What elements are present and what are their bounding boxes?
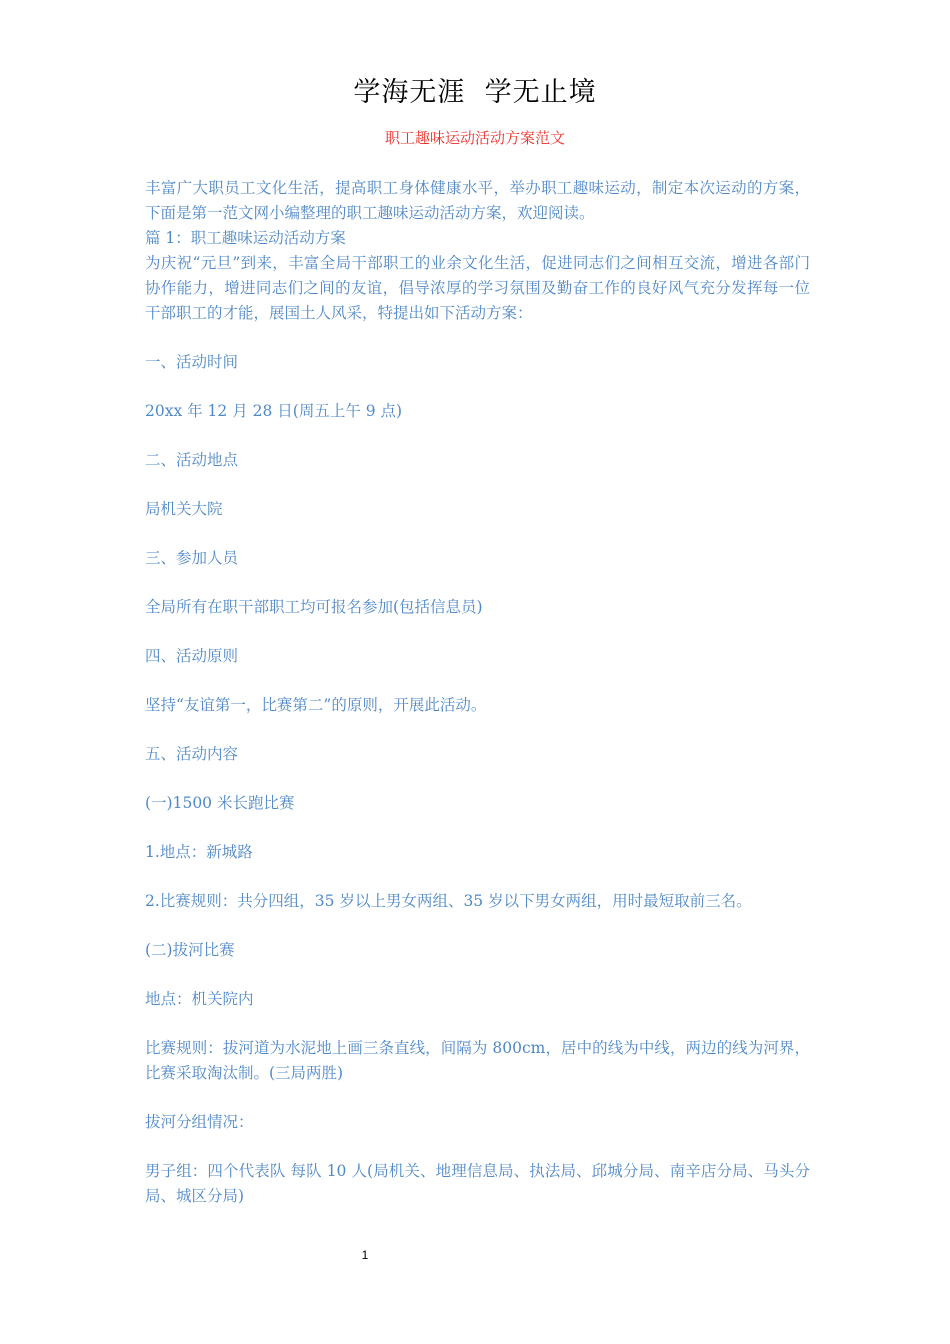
intro-paragraph: 丰富广大职员工文化生活，提高职工身体健康水平，举办职工趣味运动，制定本次运动的方案，下面是第一范文网小编整理的职工趣味运动活动方案，欢迎阅读。 — [145, 179, 810, 222]
body-paragraph: 1.地点：新城路 — [145, 843, 253, 861]
section-heading: 三、参加人员 — [145, 549, 239, 567]
section-heading: 二、活动地点 — [145, 451, 239, 469]
body-paragraph: 拔河分组情况： — [145, 1113, 254, 1131]
body-paragraph: 20xx 年 12 月 28 日(周五上午 9 点) — [145, 402, 403, 420]
subsection-heading: (一)1500 米长跑比赛 — [145, 794, 295, 812]
section-heading: 一、活动时间 — [145, 353, 239, 371]
header-title: 学海无涯 学无止境 — [353, 77, 597, 108]
body-paragraph: 坚持“友谊第一，比赛第二”的原则，开展此活动。 — [145, 696, 487, 714]
section-heading: 四、活动原则 — [145, 647, 239, 665]
body-paragraph: 男子组：四个代表队 每队 10 人(局机关、地理信息局、执法局、邱城分局、南辛店分局、马头分局、城区分局) — [145, 1162, 810, 1205]
body-paragraph: 比赛规则：拔河道为水泥地上画三条直线，间隔为 800cm，居中的线为中线，两边的线为河界，比赛采取淘汰制。(三局两胜) — [145, 1039, 810, 1082]
subsection-heading: (二)拔河比赛 — [145, 941, 235, 959]
page-number: 1 — [361, 1248, 369, 1262]
body-paragraph: 2.比赛规则：共分四组，35 岁以上男女两组、35 岁以下男女两组，用时最短取前三名。 — [145, 892, 752, 910]
body-paragraph: 地点：机关院内 — [145, 990, 254, 1008]
section-heading: 五、活动内容 — [145, 745, 239, 763]
document-title: 职工趣味运动活动方案范文 — [384, 129, 565, 147]
document-body — [145, 176, 810, 1209]
body-paragraph: 全局所有在职干部职工均可报名参加(包括信息员) — [145, 598, 483, 616]
body-paragraph: 为庆祝“元旦”到来，丰富全局干部职工的业余文化生活，促进同志们之间相互交流，增进各部门协作能力，增进同志们之间的友谊，倡导浓厚的学习氛围及勤奋工作的良好风气充分发挥每一位干部职工的才能，展国土人风采，特提出如下活动方案： — [145, 254, 810, 322]
section-heading: 篇 1：职工趣味运动活动方案 — [145, 229, 346, 247]
body-paragraph: 局机关大院 — [145, 500, 223, 518]
